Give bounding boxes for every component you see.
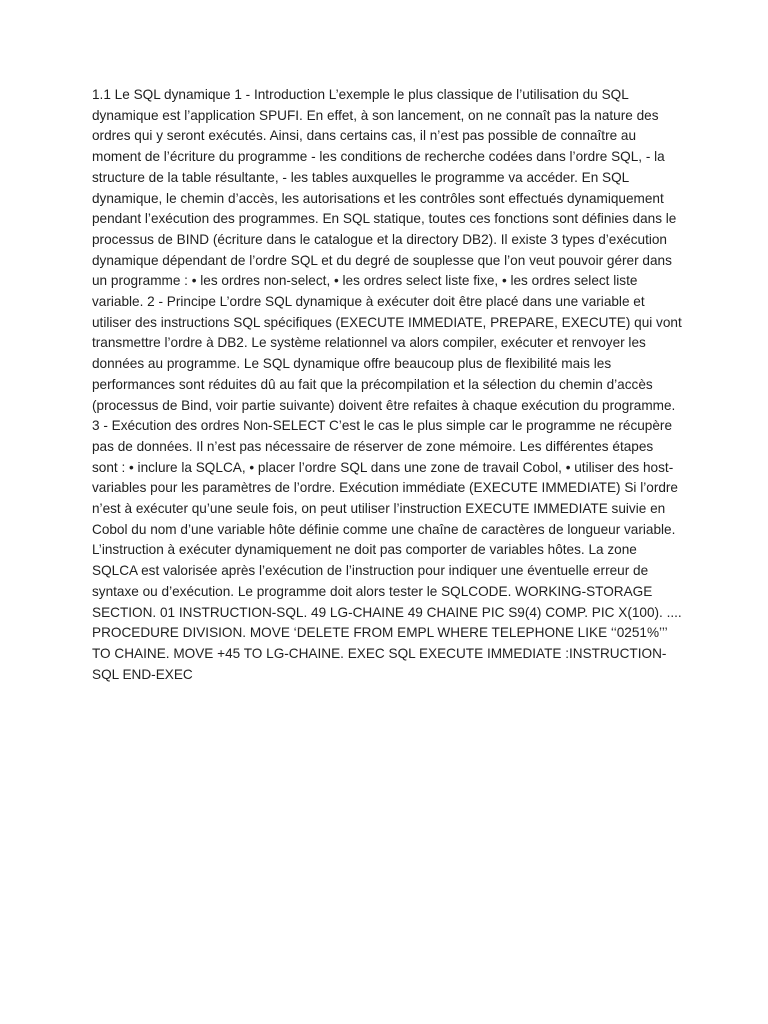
- body-paragraph: 1.1 Le SQL dynamique 1 - Introduction L’exemple le plus classique de l’utilisation du SQL dynamique est l’application SPUFI. En effet, à son lancement, on ne connaît pas la nature des ordres qui y seront exécutés. Ainsi, dans certains cas, il n’est pas possible de connaître au moment de l’écriture du programme - les conditions de recherche codées dans l’ordre SQL, - la structure de la table résultante, - les tables auxquelles le programme va accéder. En SQL dynamique, le chemin d’accès, les autorisations et les contrôles sont effectués dynamiquement pendant l’exécution des programmes. En SQL statique, toutes ces fonctions sont définies dans le processus de BIND (écriture dans le catalogue et la directory DB2). Il existe 3 types d’exécution dynamique dépendant de l’ordre SQL et du degré de souplesse que l’on veut pouvoir gérer dans un programme : • les ordres non-select, • les ordres select liste fixe, • les ordres select liste variable. 2 - Principe L’ordre SQL dynamique à exécuter doit être placé dans une variable et utiliser des instructions SQL spécifiques (EXECUTE IMMEDIATE, PREPARE, EXECUTE) qui vont transmettre l’ordre à DB2. Le système relationnel va alors compiler, exécuter et renvoyer les données au programme. Le SQL dynamique offre beaucoup plus de flexibilité mais les performances sont réduites dû au fait que la précompilation et la sélection du chemin d’accès (processus de Bind, voir partie suivante) doivent être refaites à chaque exécution du programme. 3 - Exécution des ordres Non-SELECT C’est le cas le plus simple car le programme ne récupère pas de données. Il n’est pas nécessaire de réserver de zone mémoire. Les différentes étapes sont : • inclure la SQLCA, • placer l’ordre SQL dans une zone de travail Cobol, • utiliser des host-variables pour les paramètres de l’ordre. Exécution immédiate (EXECUTE IMMEDIATE) Si l’ordre n’est à exécuter qu’une seule fois, on peut utiliser l’instruction EXECUTE IMMEDIATE suivie en Cobol du nom d’une variable hôte définie comme une chaîne de caractères de longueur variable. L’instruction à exécuter dynamiquement ne doit pas comporter de variables hôtes. La zone SQLCA est valorisée après l’exécution de l’instruction pour indiquer une éventuelle erreur de syntaxe ou d’exécution. Le programme doit alors tester le SQLCODE. WORKING-STORAGE SECTION. 01 INSTRUCTION-SQL. 49 LG-CHAINE 49 CHAINE PIC S9(4) COMP. PIC X(100). .... PROCEDURE DIVISION. MOVE ‘DELETE FROM EMPL WHERE TELEPHONE LIKE ‘‘0251%’’’ TO CHAINE. MOVE +45 TO LG-CHAINE. EXEC SQL EXECUTE IMMEDIATE :INSTRUCTION-SQL END-EXEC: [92, 87, 682, 682]
